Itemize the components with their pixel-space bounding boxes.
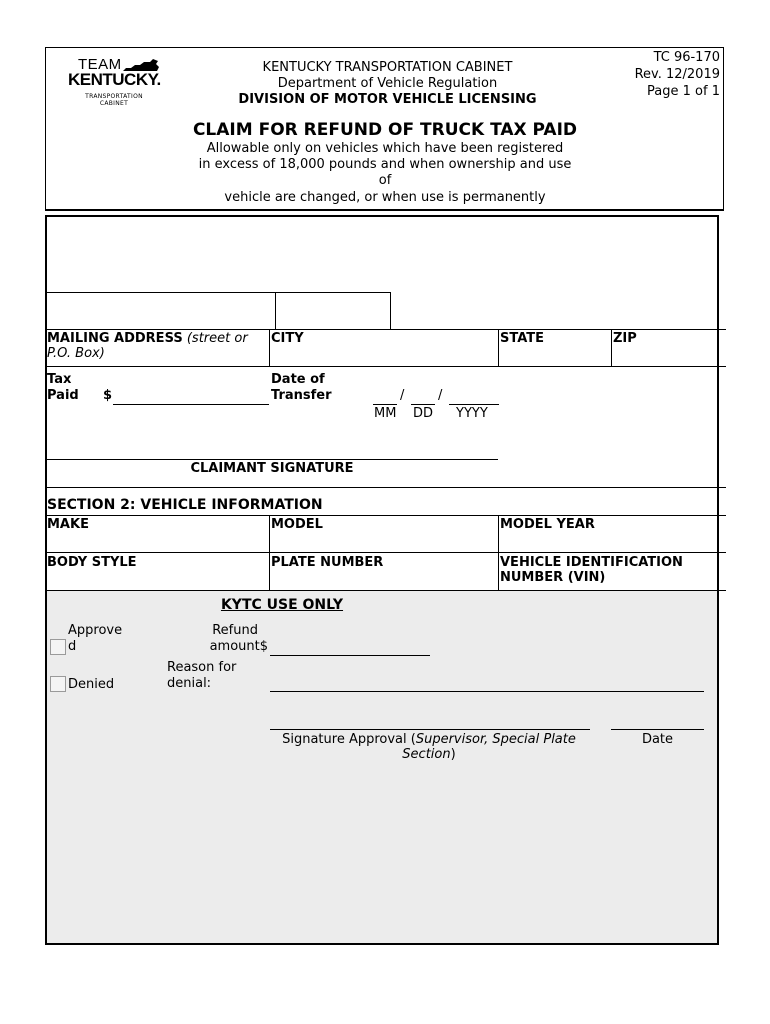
description-line-4: vehicle are changed, or when use is permanently [224, 190, 546, 205]
division-name: DIVISION OF MOTOR VEHICLE LICENSING [238, 92, 537, 107]
sig-prefix: Signature Approval ( [282, 732, 416, 747]
supervisor-signature-input[interactable] [270, 729, 590, 730]
refund-label-2: amount$ [209, 639, 268, 654]
logo-kentucky-text: KENTUCKY. [68, 70, 161, 89]
month-input[interactable] [373, 404, 397, 405]
date-of-label: Date of [271, 372, 325, 387]
tax-paid-input[interactable] [113, 404, 269, 405]
paid-label: Paid [47, 388, 79, 403]
description-line-3: of [378, 173, 392, 188]
vin-label-2: NUMBER (VIN) [500, 570, 606, 585]
form-revision: Rev. 12/2019 [634, 67, 720, 82]
logo-team-text: TEAM [78, 56, 122, 73]
divider [46, 552, 726, 553]
day-input[interactable] [411, 404, 435, 405]
divider [269, 329, 270, 366]
year-caption: YYYY [456, 406, 488, 421]
vin-label-1: VEHICLE IDENTIFICATION [500, 555, 683, 570]
divider [498, 329, 499, 366]
approved-label-2: d [68, 639, 77, 654]
claimant-signature-input[interactable] [46, 459, 498, 460]
year-input[interactable] [449, 404, 499, 405]
description-line-1: Allowable only on vehicles which have been registered [206, 141, 564, 156]
approved-label-1: Approve [68, 623, 123, 638]
name-field[interactable] [46, 292, 275, 330]
divider [611, 329, 612, 366]
city-field[interactable]: CITY [271, 331, 304, 346]
reason-label-1: Reason for [167, 660, 237, 675]
date-slash: / [438, 388, 443, 403]
model-year-field[interactable]: MODEL YEAR [500, 517, 595, 532]
denied-label: Denied [68, 677, 115, 692]
vin-field[interactable] [500, 555, 718, 589]
refund-label-1: Refund [212, 623, 258, 638]
section-2-heading: SECTION 2: VEHICLE INFORMATION [47, 497, 323, 513]
logo-sub-2: CABINET [99, 100, 129, 107]
denied-checkbox[interactable] [50, 676, 66, 692]
logo-sub-1: TRANSPORTATION [85, 93, 143, 100]
approved-checkbox[interactable] [50, 639, 66, 655]
divider [46, 515, 726, 516]
model-field[interactable]: MODEL [271, 517, 323, 532]
divider [46, 366, 726, 367]
description-line-2: in excess of 18,000 pounds and when ownership and use [198, 157, 572, 172]
plate-number-field[interactable]: PLATE NUMBER [271, 555, 384, 570]
body-style-field[interactable]: BODY STYLE [47, 555, 137, 570]
sig-italic-1: Supervisor, Special Plate [415, 732, 576, 747]
mailing-address-hint: (street or [186, 331, 248, 346]
form-title: CLAIM FOR REFUND OF TRUCK TAX PAID [192, 120, 578, 140]
date-slash: / [400, 388, 405, 403]
divider [46, 329, 726, 330]
day-caption: DD [413, 406, 434, 421]
claimant-signature-label: CLAIMANT SIGNATURE [190, 461, 354, 476]
signature-approval-label [264, 732, 594, 762]
mailing-address-hint-2: P.O. Box) [47, 346, 105, 361]
state-field[interactable]: STATE [500, 331, 545, 346]
make-field[interactable]: MAKE [47, 517, 89, 532]
approval-date-label: Date [641, 732, 674, 747]
approval-date-input[interactable] [611, 729, 704, 730]
kytc-heading: KYTC USE ONLY [220, 597, 344, 613]
page-number: Page 1 of 1 [647, 84, 720, 99]
zip-field[interactable]: ZIP [613, 331, 637, 346]
sig-suffix: ) [450, 747, 456, 762]
sig-italic-2: Section [402, 747, 451, 762]
divider [46, 487, 726, 488]
refund-amount-input[interactable] [270, 655, 430, 656]
denial-reason-input[interactable] [270, 691, 704, 692]
name-field-2[interactable] [275, 292, 391, 330]
reason-label-2: denial: [167, 676, 212, 691]
form-number: TC 96-170 [653, 50, 720, 65]
mailing-address-field[interactable] [47, 331, 269, 361]
agency-name: KENTUCKY TRANSPORTATION CABINET [262, 60, 513, 75]
dollar-sign: $ [103, 388, 113, 403]
team-kentucky-logo [66, 56, 166, 120]
tax-label: Tax [47, 372, 72, 387]
mailing-address-label: MAILING ADDRESS [47, 331, 183, 346]
month-caption: MM [374, 406, 397, 421]
transfer-label: Transfer [271, 388, 332, 403]
department-name: Department of Vehicle Regulation [277, 76, 498, 91]
kytc-use-only-panel [47, 591, 717, 943]
